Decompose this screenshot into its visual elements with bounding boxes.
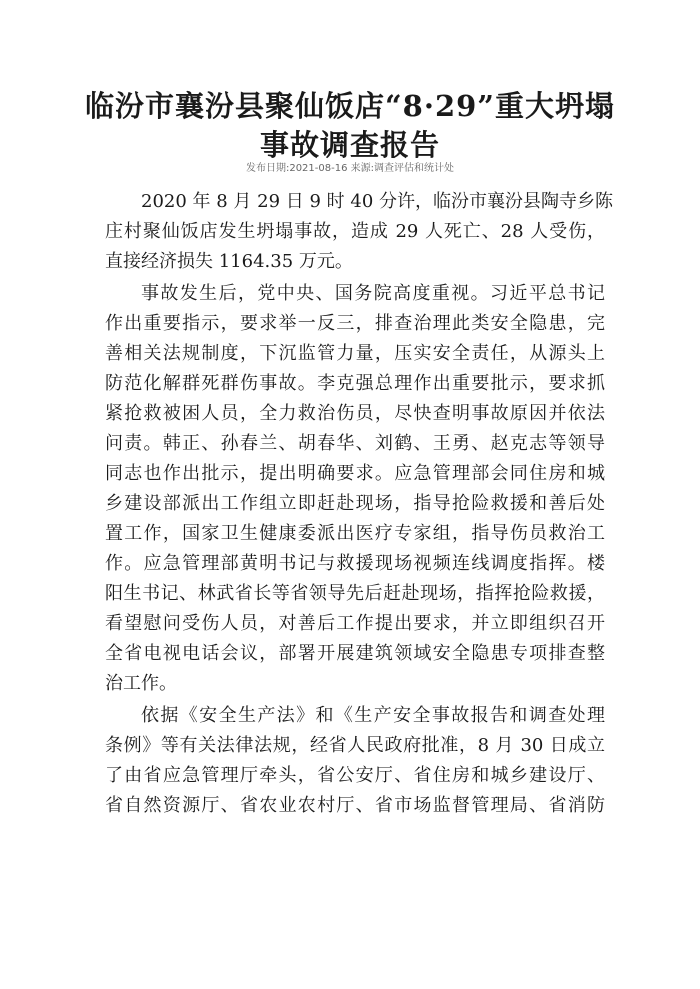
text-line: 紧抢救被困人员，全力救治伤员，尽快查明事故原因并依法 [105, 403, 605, 424]
text-line: 作。应急管理部黄明书记与救援现场视频连线调度指挥。楼 [105, 553, 605, 574]
document-body [105, 187, 614, 823]
paragraph-3 [105, 701, 605, 821]
text-line: 庄村聚仙饭店发生坍塌事故，造成 29 人死亡、28 人受伤， [105, 221, 605, 242]
text-line: 条例》等有关法律法规，经省人民政府批准，8 月 30 日成立 [105, 735, 605, 756]
text-line: 乡建设部派出工作组立即赶赴现场，指导抢险救援和善后处 [105, 493, 605, 514]
text-line: 善相关法规制度，下沉监管力量，压实安全责任，从源头上 [105, 343, 605, 364]
text-line: 置工作，国家卫生健康委派出医疗专家组，指导伤员救治工 [105, 523, 605, 544]
text-line: 2020 年 8 月 29 日 9 时 40 分许，临汾市襄汾县陶寺乡陈 [141, 191, 614, 212]
text-line: 省自然资源厅、省农业农村厅、省市场监督管理局、省消防 [105, 795, 605, 816]
text-line: 问责。韩正、孙春兰、胡春华、刘鹤、王勇、赵克志等领导 [105, 433, 605, 454]
publish-meta: 发布日期:2021-08-16 来源:调查评估和统计处 [245, 163, 455, 174]
text-line: 全省电视电话会议，部署开展建筑领域安全隐患专项排查整 [105, 643, 605, 664]
text-line: 事故发生后，党中央、国务院高度重视。习近平总书记 [141, 283, 605, 304]
text-line: 阳生书记、林武省长等省领导先后赶赴现场，指挥抢险救援， [105, 583, 605, 604]
text-line: 治工作。 [105, 673, 177, 694]
text-line: 看望慰问受伤人员，对善后工作提出要求，并立即组织召开 [105, 613, 605, 634]
text-line: 同志也作出批示，提出明确要求。应急管理部会同住房和城 [105, 463, 605, 484]
text-line: 直接经济损失 1164.35 万元。 [105, 251, 353, 272]
text-line: 依据《安全生产法》和《生产安全事故报告和调查处理 [141, 705, 605, 726]
text-line: 防范化解群死群伤事故。李克强总理作出重要批示，要求抓 [105, 373, 605, 394]
text-line: 作出重要指示，要求举一反三，排查治理此类安全隐患，完 [105, 313, 605, 334]
text-line: 了由省应急管理厅牵头，省公安厅、省住房和城乡建设厅、 [105, 765, 605, 786]
document-title-line-2: 事故调查报告 [259, 128, 440, 162]
paragraph-1 [105, 187, 614, 277]
document-title-line-1: 临汾市襄汾县聚仙饭店“8·29”重大坍塌 [85, 89, 615, 123]
paragraph-2 [105, 279, 605, 699]
